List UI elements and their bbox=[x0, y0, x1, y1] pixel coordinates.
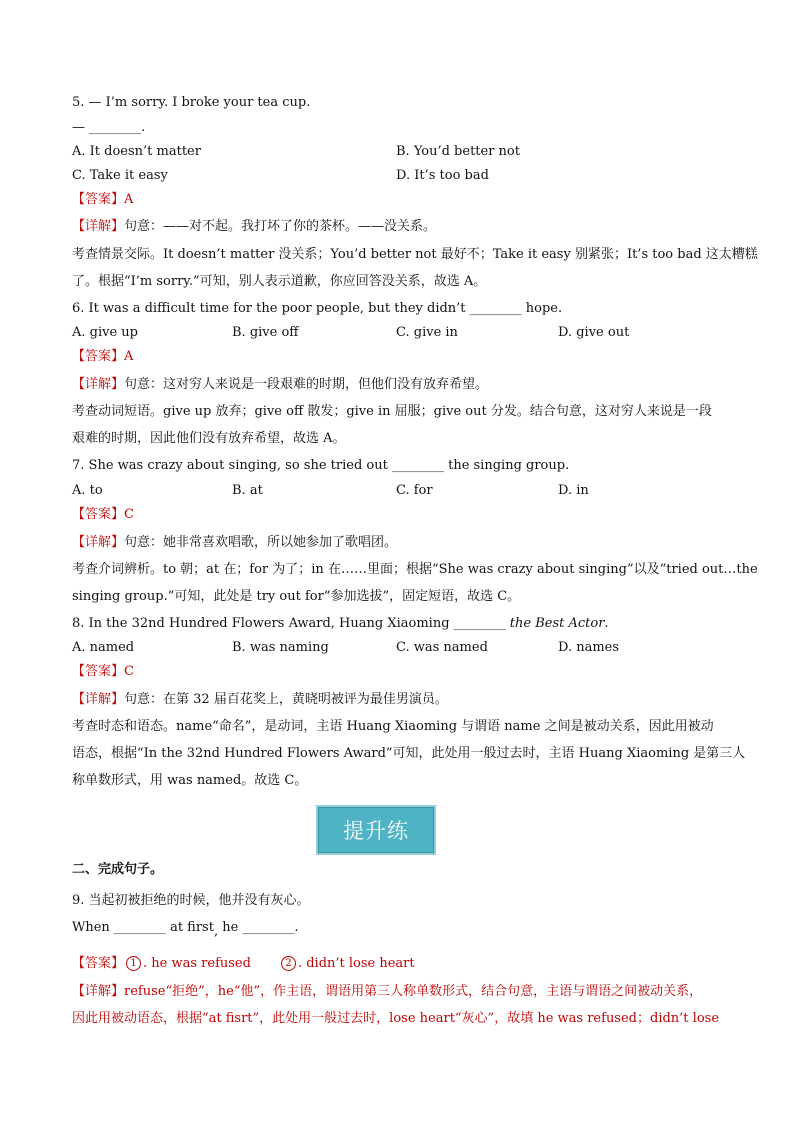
q7-detail-3: singing group.”可知，此处是 try out for“参加选拔”，固定短语，故选 C。 bbox=[72, 589, 521, 604]
q9-line-part2: he ________. bbox=[218, 920, 299, 935]
q5-option-c: C. Take it easy bbox=[72, 168, 168, 183]
q8-option-d: D. names bbox=[558, 640, 620, 655]
q9-answer bbox=[72, 956, 415, 972]
answer-tag: 【答案】 bbox=[72, 192, 125, 207]
detail-text: 句意：——对不起。我打坏了你的茶杯。——没关系。 bbox=[124, 219, 437, 234]
q7-option-c: C. for bbox=[396, 483, 433, 498]
q6-option-b: B. give off bbox=[232, 325, 299, 340]
q7-option-b: B. at bbox=[232, 483, 263, 498]
detail-text: 句意：这对穷人来说是一段艰难的时期，但他们没有放弃希望。 bbox=[124, 377, 489, 392]
q8-detail-3: 语态，根据“In the 32nd Hundred Flowers Award”可知，此处用一般过去时，主语 Huang Xiaoming 是第三人 bbox=[72, 746, 746, 761]
q6-option-a: A. give up bbox=[72, 325, 138, 340]
q5-answer bbox=[72, 192, 133, 208]
answer-tag: 【答案】 bbox=[72, 349, 125, 364]
q5-detail-2: 考查情景交际。It doesn’t matter 没关系；You’d better not 最好不；Take it easy 别紧张；It’s too bad 这太糟糕 bbox=[72, 247, 758, 262]
q7-option-a: A. to bbox=[72, 483, 103, 498]
q8-detail-4: 称单数形式，用 was named。故选 C。 bbox=[72, 773, 308, 788]
detail-text: refuse“拒绝”，he“他”，作主语，谓语用第三人称单数形式，结合句意，主语与谓语之间被动关系， bbox=[124, 984, 703, 999]
q7-answer bbox=[72, 507, 134, 523]
q7-option-d: D. in bbox=[558, 483, 589, 498]
q9-line-part1: When ________ at first bbox=[72, 920, 214, 935]
answer-tag: 【答案】 bbox=[72, 507, 125, 522]
q8-answer bbox=[72, 664, 134, 680]
q7-detail-2: 考查介词辨析。to 朝；at 在；for 为了；in 在……里面；根据“She was crazy about singing”以及“tried out…the bbox=[72, 562, 758, 577]
q8-option-a: A. named bbox=[72, 640, 135, 655]
detail-tag: 【详解】 bbox=[72, 219, 125, 234]
q9-blank-line bbox=[72, 920, 299, 939]
answer-tag: 【答案】 bbox=[72, 956, 125, 971]
q5-stem: 5. — I’m sorry. I broke your tea cup. bbox=[72, 95, 311, 110]
answer-1: . he was refused bbox=[143, 956, 251, 971]
detail-text: 句意：在第 32 届百花奖上，黄晓明被评为最佳男演员。 bbox=[124, 692, 448, 707]
q6-option-c: C. give in bbox=[396, 325, 458, 340]
circled-2-icon: 2 bbox=[281, 956, 296, 971]
detail-tag: 【详解】 bbox=[72, 692, 125, 707]
q6-detail-1 bbox=[72, 377, 488, 393]
q8-detail-2: 考查时态和语态。name“命名”，是动词，主语 Huang Xiaoming 与谓语 name 之间是被动关系，因此用被动 bbox=[72, 719, 714, 734]
q5-detail-1 bbox=[72, 219, 436, 235]
detail-tag: 【详解】 bbox=[72, 377, 125, 392]
answer-value: C bbox=[124, 664, 134, 679]
q5-option-d: D. It’s too bad bbox=[396, 168, 489, 183]
q5-option-b: B. You’d better not bbox=[396, 144, 520, 159]
q8-detail-1 bbox=[72, 692, 448, 708]
detail-text: 句意：她非常喜欢唱歌，所以她参加了歌唱团。 bbox=[124, 535, 398, 550]
q8-stem-italic: the Best Actor bbox=[509, 616, 605, 631]
answer-value: A bbox=[124, 192, 134, 207]
q6-detail-3: 艰难的时期，因此他们没有放弃希望，故选 A。 bbox=[72, 431, 346, 446]
q7-detail-1 bbox=[72, 535, 397, 551]
q9-detail-1 bbox=[72, 984, 702, 1000]
answer-value: A bbox=[124, 349, 134, 364]
section-heading: 二、完成句子。 bbox=[72, 862, 164, 877]
q8-option-c: C. was named bbox=[396, 640, 488, 655]
q6-detail-2: 考查动词短语。give up 放弃；give off 散发；give in 屈服；give out 分发。结合句意，这对穷人来说是一段 bbox=[72, 404, 712, 419]
q5-detail-3: 了。根据“I’m sorry.”可知，别人表示道歉，你应回答没关系，故选 A。 bbox=[72, 274, 487, 289]
q6-option-d: D. give out bbox=[558, 325, 630, 340]
circled-1-icon: 1 bbox=[126, 956, 141, 971]
q8-option-b: B. was naming bbox=[232, 640, 329, 655]
q8-stem-end: . bbox=[604, 616, 609, 631]
detail-tag: 【详解】 bbox=[72, 535, 125, 550]
answer-2: . didn’t lose heart bbox=[297, 956, 415, 971]
q8-stem bbox=[72, 616, 609, 632]
q9-stem: 9. 当起初被拒绝的时候，他并没有灰心。 bbox=[72, 893, 310, 908]
q9-detail-2: 因此用被动语态，根据“at fisrt”，此处用一般过去时，lose heart“灰心”，故填 he was refused；didn’t lose bbox=[72, 1011, 720, 1026]
q8-stem-text: 8. In the 32nd Hundred Flowers Award, Huang Xiaoming ________ bbox=[72, 616, 510, 631]
q5-option-a: A. It doesn’t matter bbox=[72, 144, 201, 159]
q6-answer bbox=[72, 349, 133, 365]
answer-value: C bbox=[124, 507, 134, 522]
q6-stem: 6. It was a difficult time for the poor people, but they didn’t ________ hope. bbox=[72, 301, 563, 316]
section-banner: 提升练 bbox=[316, 805, 436, 855]
answer-tag: 【答案】 bbox=[72, 664, 125, 679]
q9-comma: , bbox=[213, 924, 219, 939]
q5-reply: — ________. bbox=[72, 120, 146, 135]
q7-stem: 7. She was crazy about singing, so she tried out ________ the singing group. bbox=[72, 458, 570, 473]
detail-tag: 【详解】 bbox=[72, 984, 125, 999]
